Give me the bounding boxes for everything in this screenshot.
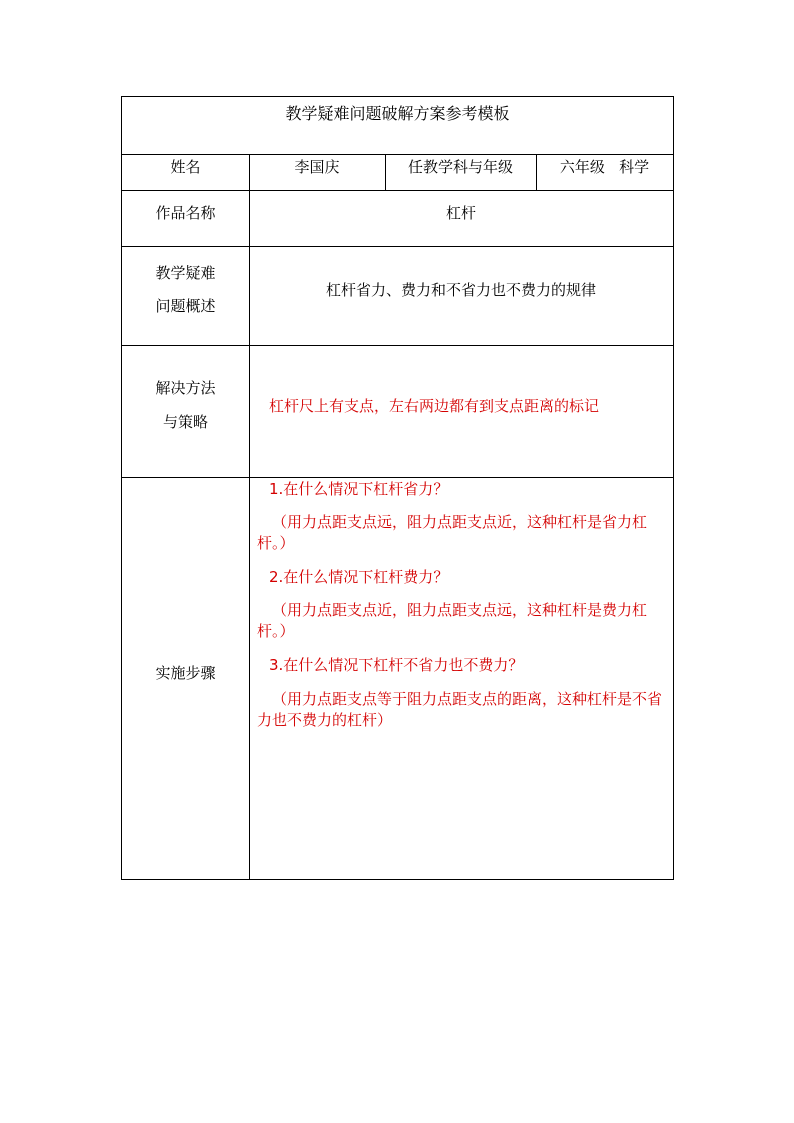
step-answer: （用力点距支点远，阻力点距支点近，这种杠杆是省力杠杆。）	[257, 513, 648, 552]
subject-value: 六年级 科学	[559, 158, 650, 176]
problem-label-line1: 教学疑难	[155, 264, 216, 282]
column-divider	[249, 154, 250, 880]
name-label: 姓名	[170, 158, 201, 176]
work-label: 作品名称	[155, 204, 216, 222]
problem-value: 杠杆省力、费力和不省力也不费力的规律	[325, 281, 596, 299]
problem-label-line2: 问题概述	[155, 297, 216, 315]
step-question: 3.在什么情况下杠杆不省力也不费力？	[269, 656, 524, 674]
step-answer: （用力点距支点等于阻力点距支点的距离，这种杠杆是不省力也不费力的杠杆）	[257, 690, 663, 729]
step-question: 2.在什么情况下杠杆费力？	[269, 568, 449, 586]
row-divider	[122, 477, 673, 478]
form-table	[121, 96, 674, 880]
method-label-line2: 与策略	[162, 413, 208, 431]
work-value: 杠杆	[445, 204, 476, 222]
row-divider	[122, 190, 673, 191]
row-divider	[122, 246, 673, 247]
method-value: 杠杆尺上有支点，左右两边都有到支点距离的标记	[269, 397, 600, 415]
form-title: 教学疑难问题破解方案参考模板	[285, 104, 510, 123]
step-question: 1.在什么情况下杠杆省力？	[269, 480, 449, 498]
name-value: 李国庆	[294, 158, 340, 176]
row-divider	[122, 154, 673, 155]
row-divider	[122, 345, 673, 346]
method-label-line1: 解决方法	[155, 379, 216, 397]
steps-label: 实施步骤	[155, 664, 216, 682]
step-answer: （用力点距支点近，阻力点距支点远，这种杠杆是费力杠杆。）	[257, 601, 648, 640]
subject-label: 任教学科与年级	[407, 158, 513, 176]
